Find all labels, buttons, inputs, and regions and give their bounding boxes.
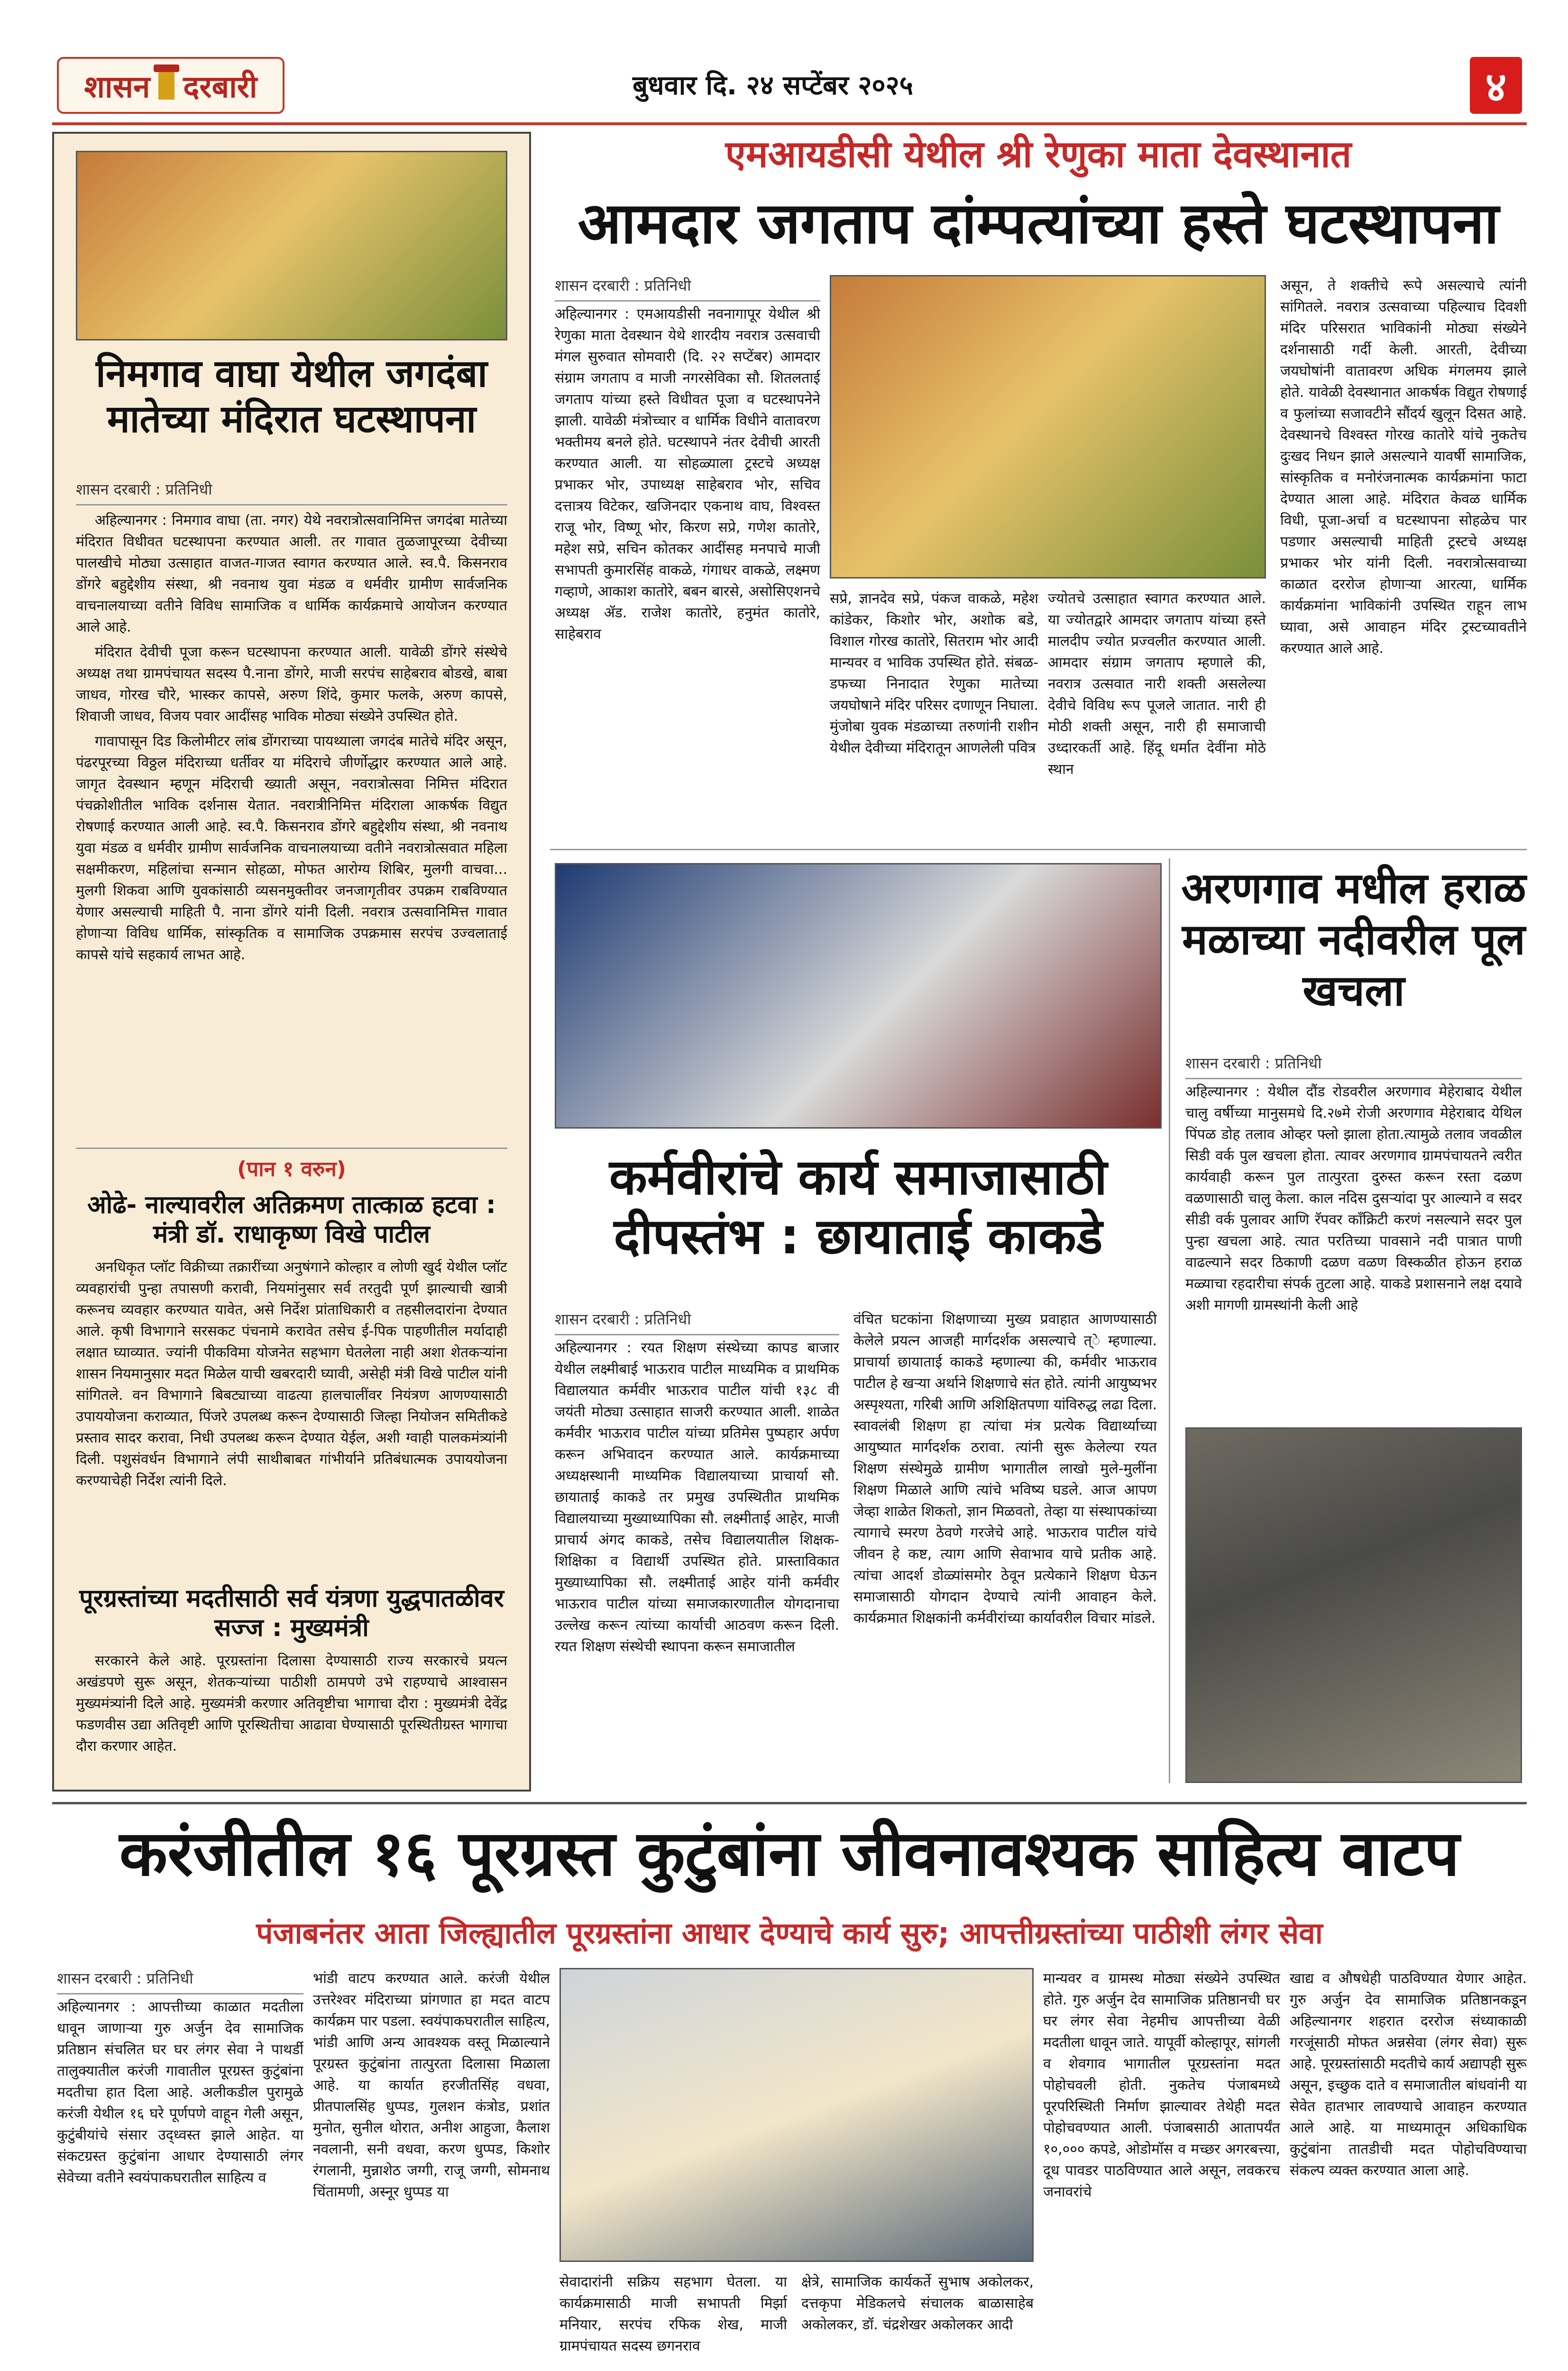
sidebar-byline: शासन दरबारी : प्रतिनिधी	[76, 479, 507, 505]
page-number: ४	[1470, 57, 1522, 114]
divider	[76, 1148, 507, 1149]
pillar-logo-icon	[158, 71, 174, 100]
karanji-col5: मान्यवर व ग्रामस्थ मोठ्या संख्येने उपस्थित होते. गुरु अर्जुन देव सामाजिक प्रतिष्ठानची घर घर लंगर सेवा नेहमीच आपत्तीच्या वेळी मदतीला धावून जाते. यापूर्वी कोल्हापूर, सांगली व शेवगाव भागातील पूरग्रस्तांना मदत पोहोचवली होती. नुकतेच पंजाबमध्ये पूरपरिस्थिती निर्माण झाल्यावर तेथेही मदत पोहोचवण्यात आली. पंजाबसाठी आतापर्यंत १०,००० कपडे, ओडोमॉस व मच्छर अगरबत्त्या, दूध पावडर पाठविण्यात आले असून, लवकरच जनावरांचे	[1043, 1970, 1280, 2200]
column-divider	[1169, 858, 1170, 1783]
karmaveer-col1: अहिल्यानगर : रयत शिक्षण संस्थेच्या कापड बाजार येथील लक्ष्मीबाई भाऊराव पाटील माध्यमिक व प्राथमिक विद्यालयात कर्मवीर भाऊराव पाटील यांची १३८ वी जयंती मोठ्या उत्साहात साजरी करण्यात आली. शाळेत कर्मवीर भाऊराव पाटील यांच्या प्रतिमेस पुष्पहार अर्पण करून अभिवादन करण्यात आले. कार्यक्रमाच्या अध्यक्षस्थानी माध्यमिक विद्यालयाच्या प्राचार्या सौ. छायाताई काकडे तर प्रमुख उपस्थितीत प्राथमिक विद्यालयाच्या मुख्याध्यापिका सौ. लक्ष्मीताई आहेर, माजी प्राचार्य अंगद काकडे, तसेच विद्यालयातील शिक्षक-शिक्षिका व विद्यार्थी उपस्थित होते. प्रास्ताविकात मुख्याध्यापिका सौ. लक्ष्मीताई आहेर यांनी कर्मवीर भाऊराव पाटील यांच्या समाजकारणातील योगदानाचा उल्लेख करून त्यांच्या कार्याची आठवण करून दिली. रयत शिक्षण संस्थेची स्थापना करून समाजातील	[555, 1340, 839, 1655]
karanji-col6: खाद्य व औषधेही पाठविण्यात येणार आहेत. गुरु अर्जुन देव सामाजिक प्रतिष्ठानकडून अहिल्यानगर शहरात दररोज संध्याकाळी गरजूंसाठी मोफत अन्नसेवा (लंगर सेवा) सुरू आहे. पूरग्रस्तांसाठी मदतीचे कार्य अद्यापही सुरू असून, इच्छुक दाते व समाजातील बांधवांनी या सेवेत हातभार लावण्याचे आवाहन करण्यात आले आहे. या माध्यमातून अधिकाधिक कुटुंबांना तातडीची मदत पोहोचविण्याचा संकल्प व्यक्त करण्यात आला आहे.	[1290, 1970, 1527, 2179]
divider	[550, 849, 1527, 850]
continued-tag: (पान १ वरुन)	[237, 1157, 346, 1181]
karanji-byline: शासन दरबारी : प्रतिनिधी	[57, 1968, 303, 1994]
masthead-divider	[52, 122, 1527, 125]
sidebar-paragraph: मंदिरात देवीची पूजा करून घटस्थापना करण्यात आली. यावेळी डोंगरे संस्थेचे अध्यक्ष तथा ग्रामपंचायत सदस्य पै.नाना डोंगरे, माजी सरपंच साहेबराव बोडखे, बाबा जाधव, गोरख चौरे, भास्कर कापसे, अरुण शिंदे, कुमार फलके, अरुण कापसे, शिवाजी जाधव, विजय पवार आदींसह भाविक मोठ्या संख्येने उपस्थित होते.	[76, 644, 507, 725]
karanji-col3: सेवादारांनी सक्रिय सहभाग घेतला. या कार्यक्रमासाठी माजी सभापती मिर्झा मनियार, सरपंच रफिक शेख, माजी ग्रामपंचायत सदस्य छगनराव	[559, 2274, 787, 2354]
sidebar-body	[76, 510, 507, 1145]
karanji-headline: करंजीतील १६ पूरग्रस्त कुटुंबांना जीवनावश्यक साहित्य वाटप	[119, 1817, 1460, 1890]
karanji-aid-distribution-photo	[559, 1968, 1034, 2262]
bridge-byline: शासन दरबारी : प्रतिनिधी	[1185, 1053, 1522, 1079]
karanji-col4: क्षेत्रे, सामाजिक कार्यकर्ते सुभाष अकोलकर, दत्तकृपा मेडिकलचे संचालक बाळासाहेब अकोलकर, डॉ. चंद्रशेखर अकोलकर आदी	[801, 2274, 1034, 2333]
sidebar-headline: निमगाव वाघा येथील जगदंबा मातेच्या मंदिरात घटस्थापना	[96, 351, 487, 441]
karanji-col2: भांडी वाटप करण्यात आले. करंजी येथील उत्तरेश्वर मंदिराच्या प्रांगणात हा मदत वाटप कार्यक्रम पार पडला. स्वयंपाकघरातील साहित्य, भांडी आणि अन्य आवश्यक वस्तू मिळाल्याने पूरग्रस्त कुटुंबांना तात्पुरता दिलासा मिळाला आहे. या कार्यात हरजीतसिंह वधवा, प्रीतपालसिंह धुप्पड, गुलशन कंत्रोड, प्रशांत मुनोत, सुनील थोरात, अनीश आहुजा, कैलाश नवलानी, सनी वधवा, करण धुप्पड, किशोर रंगलानी, मुन्नाशेठ जग्गी, राजू जग्गी, सोमनाथ चिंतामणी, अस्नूर धुप्पड या	[313, 1970, 550, 2200]
issue-date: बुधवार दि. २४ सप्टेंबर २०२५	[633, 70, 913, 101]
karanji-col1: अहिल्यानगर : आपत्तीच्या काळात मदतीला धावून जाणाऱ्या गुरु अर्जुन देव सामाजिक प्रतिष्ठान संचलित घर घर लंगर सेवा ने पाथर्डी तालुक्यातील करंजी गावातील पूरग्रस्त कुटुंबांना मदतीचा हात दिला आहे. अलीकडील पुरामुळे करंजी येथील १६ घरे पूर्णपणे वाहून गेली असून, कुटुंबीयांचे संसार उद्ध्वस्त झाले आहेत. या संकटग्रस्त कुटुंबांना आधार देण्यासाठी लंगर सेवेच्या वतीने स्वयंपाकघरातील साहित्य व	[57, 1999, 303, 2186]
renuka-col3: ज्योतचे उत्साहात स्वागत करण्यात आले. या ज्योतद्वारे आमदार जगताप यांच्या हस्ते मालदीप ज्योत प्रज्वलीत करण्यात आली. आमदार संग्राम जगताप म्हणाले की, नवरात्र उत्सवात नारी शक्ती असलेल्या देवीचे विविध रूप पूजले जातात. नारी ही मोठी शक्ती असून, नारी ही समाजाची उध्दारकर्ती आहे. हिंदू धर्मात देवींना मोठे स्थान	[1048, 590, 1266, 778]
flood-machinery-body	[76, 1650, 507, 1783]
masthead-logo	[57, 57, 284, 114]
sidebar-paragraph: गावापासून दिड किलोमीटर लांब डोंगराच्या पायथ्याला जगदंब मातेचे मंदिर असून, पंढरपूरच्या विठ्ठल मंदिराच्या धर्तीवर या मंदिराचे जीर्णोद्धार करण्यात आले आहे. जागृत देवस्थान म्हणून मंदिराची ख्याती असून, नवरात्रोत्सवा निमित्त मंदिरात पंचक्रोशीतील भाविक दर्शनास येतात. नवरात्रीनिमित्त मंदिराला आकर्षक विद्युत रोषणाई करण्यात आली आहे. स्व.पै. किसनराव डोंगरे बहुद्देशीय संस्था, श्री नवनाथ युवा मंडळ व धर्मवीर ग्रामीण सार्वजनिक वाचनालयाच्या वतीने नवरात्रोत्सवात महिला सक्षमीकरण, महिलांचा सन्मान सोहळा, मोफत आरोग्य शिबिर, मुलगी वाचवा... मुलगी शिकवा आणि युवकांसाठी व्यसनमुक्तीवर जनजागृतीवर उपक्रम राबविण्यात येणार असल्याची माहिती पै. नाना डोंगरे यांनी दिली. नवरात्र उत्सवानिमित्त गावात होणाऱ्या विविध धार्मिक, सांस्कृतिक व सामाजिक उपक्रमास सरपंच उज्वलाताई कापसे यांचे सहकार्य लाभत आहे.	[76, 733, 507, 963]
flood-machinery-headline: पूरग्रस्तांच्या मदतीसाठी सर्व यंत्रणा युद्धपातळीवर सज्ज : मुख्यमंत्री	[79, 1584, 504, 1643]
karmaveer-col2: वंचित घटकांना शिक्षणाच्या मुख्य प्रवाहात आणण्यासाठी केलेले प्रयत्न आजही मार्गदर्शक असल्याचे त्े म्हणाल्या. प्राचार्या छायाताई काकडे म्हणाल्या की, कर्मवीर भाऊराव पाटील हे खऱ्या अर्थाने शिक्षणाचे संत होते. त्यांनी आयुष्यभर अस्पृश्यता, गरिबी आणि अशिक्षितपणा यांविरुद्ध लढा दिला. स्वावलंबी शिक्षण हा त्यांचा मंत्र प्रत्येक विद्यार्थ्याच्या आयुष्यात मार्गदर्शक ठरावा. त्यांनी सुरू केलेल्या रयत शिक्षण संस्थेमुळे ग्रामीण भागातील लाखो मुले-मुलींना शिक्षण मिळाले आणि त्यांचे भविष्य घडले. आज आपण जेव्हा शाळेत शिकतो, ज्ञान मिळवतो, तेव्हा या संस्थापकांच्या त्यागाचे स्मरण ठेवणे गरजेचे आहे. भाऊराव पाटील यांचे जीवन हे कष्ट, त्याग आणि सेवाभाव याचे प्रतीक आहे. त्यांचा आदर्श डोळ्यांसमोर ठेवून प्रत्येकाने शिक्षण घेऊन समाजासाठी योगदान देण्याचे त्यांनी आवाहन केले. कार्यक्रमात शिक्षकांनी कर्मवीरांच्या कार्यावरील विचार मांडले.	[853, 1311, 1157, 1627]
continued-paragraph: अनधिकृत प्लॉट विक्रीच्या तक्रारींच्या अनुषंगाने कोल्हार व लोणी खुर्द येथील प्लॉट व्यवहारांची पुन्हा तपासणी करावी, नियमांनुसार सर्व तरतुदी पूर्ण झाल्याची खात्री करूनच व्यवहार करण्यात यावेत, असे निर्देश प्रांताधिकारी व तहसीलदारांना देण्यात आले. कृषी विभागाने सरसकट पंचनामे करावेत तसेच ई-पिक पाहणीतील मर्यादाही लक्षात घ्याव्यात. ज्यांनी पीकविमा योजनेत सहभाग घेतलेला नाही अशा शेतकऱ्यांना शासन नियमानुसार मदत मिळेल याची खबरदारी घ्यावी, असेही मंत्री विखे पाटील यांनी सांगितले. वन विभागाने बिबट्याच्या वाढत्या हालचालींवर नियंत्रण आणण्यासाठी उपाययोजना कराव्यात, पिंजरे उपलब्ध करून देण्यासाठी जिल्हा नियोजन समितीकडे प्रस्ताव सादर करावा, निधी उपलब्ध करून देण्यात येईल, अशी ग्वाही पालकमंत्र्यांनी दिली. पशुसंवर्धन विभागाने लंपी साथीबाबत गांभीर्याने प्रतिबंधात्मक उपाययोजना करण्याचेही निर्देश त्यांनी दिले.	[76, 1259, 507, 1489]
masthead-name-part1: शासन	[84, 69, 150, 105]
renuka-col4: असून, ते शक्तीचे रूपे असल्याचे त्यांनी सांगितले. नवरात्र उत्सवाच्या पहिल्याच दिवशी मंदिर परिसरात भाविकांनी मोठ्या संख्येने दर्शनासाठी गर्दी केली. आरती, देवीच्या जयघोषांनी वातावरण अधिक मंगलमय झाले होते. यावेळी देवस्थानात आकर्षक विद्युत रोषणाई व फुलांच्या सजावटीने सौंदर्य खुलून दिसत आहे. देवस्थानचे विश्वस्त गोरख कातोरे यांचे नुकतेच दुःखद निधन झाले असल्याने यावर्षी सामाजिक, सांस्कृतिक व मनोरंजनात्मक कार्यक्रमांना फाटा देण्यात आला आहे. मंदिरात केवळ धार्मिक विधी, पूजा-अर्चा व घटस्थापना सोहळेच पार पडणार असल्याची माहिती ट्रस्टचे अध्यक्ष प्रभाकर भोर यांनी दिली. नवरात्रोत्सवाच्या काळात दररोज होणाऱ्या आरत्या, धार्मिक कार्यक्रमांना भाविकांनी उपस्थित राहून लाभ घ्यावा, असे आवाहन मंदिर ट्रस्टच्यावतीने करण्यात आले आहे.	[1280, 277, 1527, 657]
bridge-body: अहिल्यानगर : येथील दौंड रोडवरील अरणगाव मेहेराबाद येथील चालु वर्षीच्या मानुसमधे दि.२७मे रोजी अरणगाव मेहेराबाद येथिल पिंपळ डोह तलाव ओव्हर फ्लो झाला होता.त्यामुळे तलाव जवळील सिडी वर्क पुल खचला होता. त्यावर अरणगाव ग्रामपंचायतने त्वरीत कार्यवाही करून पुल तात्पुरता दुरुस्त करून रस्ता दळण वळणासाठी चालु केला. काल नदिस दुसऱ्यांदा पुर आल्याने व सदर सीडी वर्क पुलावर आणि रॅपवर कॉंक्रिटी करणं नसल्याने सदर पुल पुन्हा खचला आहे. त्यात परतिच्या पावसाने नदी पात्रात पाणी वाढल्याने सदर ठिकाणी दळण वळण विस्कळीत होऊन हराळ मळ्याचा रहदारीचा संपर्क तुटला आहे. याकडे प्रशासनाने लक्ष दयावे अशी मागणी ग्रामस्थांनी केली आहे	[1185, 1084, 1522, 1314]
continued-body	[76, 1257, 507, 1579]
divider	[52, 1802, 1527, 1804]
flood-machinery-paragraph: सरकारने केले आहे. पूरग्रस्तांना दिलासा देण्यासाठी राज्य सरकारचे प्रयत्न अखंडपणे सुरू असून, शेतकऱ्यांच्या पाठीशी ठामपणे उभे राहण्याचे आश्वासन मुख्यमंत्र्यांनी दिले आहे. मुख्यमंत्री करणार अतिवृष्टीचा भागाचा दौरा : मुख्यमंत्री देवेंद्र फडणवीस उद्या अतिवृष्टी आणि पूरस्थितीचा आढावा घेण्यासाठी पूरस्थितीग्रस्त भागाचा दौरा करणार आहेत.	[76, 1653, 507, 1755]
collapsed-bridge-photo	[1185, 1427, 1522, 1783]
renuka-col2: सप्रे, ज्ञानदेव सप्रे, पंकज वाकळे, महेश कांडेकर, किशोर भोर, अशोक बडे, विशाल गोरख कातोरे, सितराम भोर आदी मान्यवर व भाविक उपस्थित होते. संबळ-डफच्या निनादात रेणुका मातेच्या जयघोषाने मंदिर परिसर दणाणून निघाला. मुंजोबा युवक मंडळाच्या तरुणांनी राशीन येथील देवीच्या मंदिरातून आणलेली पवित्र	[830, 590, 1038, 756]
renuka-kicker: एमआयडीसी येथील श्री रेणुका माता देवस्थानात	[725, 133, 1352, 176]
karmaveer-headline: कर्मवीरांचे कार्य समाजासाठी दीपस्तंभ : छायाताई काकडे	[609, 1148, 1107, 1265]
masthead-name-part2: दरबारी	[183, 69, 257, 105]
karmaveer-byline: शासन दरबारी : प्रतिनिधी	[555, 1309, 839, 1335]
karmaveer-felicitation-photo	[555, 863, 1162, 1129]
karanji-subhead: पंजाबनंतर आता जिल्ह्यातील पूरग्रस्तांना आधार देण्याचे कार्य सुरु; आपत्तीग्रस्तांच्या पाठीशी लंगर सेवा	[256, 1916, 1323, 1950]
renuka-col1: अहिल्यानगर : एमआयडीसी नवनागापूर येथील श्री रेणुका माता देवस्थान येथे शारदीय नवरात्र उत्सवाची मंगल सुरुवात सोमवारी (दि. २२ सप्टेंबर) आमदार संग्राम जगताप व माजी नगरसेविका सौ. शितलताई जगताप यांच्या हस्ते विधीवत पूजा व घटस्थापनेने झाली. यावेळी मंत्रोच्चार व धार्मिक विधीने वातावरण भक्तीमय बनले होते. घटस्थापने नंतर देवीची आरती करण्यात आली. या सोहळ्याला ट्रस्टचे अध्यक्ष प्रभाकर भोर, उपाध्यक्ष साहेबराव भोर, सचिव दत्तात्रय विटेकर, खजिनदार एकनाथ वाघ, विश्वस्त राजू भोर, विष्णू भोर, किरण सप्रे, गणेश कातोरे, महेश सप्रे, सचिन कोतकर आदींसह मनपाचे माजी सभापती कुमारसिंह वाकळे, गंगाधर वाकळे, लक्ष्मण गव्हाणे, आकाश कातोरे, बबन बारसे, असोसिएशनचे अध्यक्ष ॲड. राजेश कातोरे, हनुमंत कातोरे, साहेबराव	[555, 306, 820, 643]
renuka-byline: शासन दरबारी : प्रतिनिधी	[555, 275, 820, 302]
renuka-headline: आमदार जगताप दांम्पत्यांच्या हस्ते घटस्थापना	[578, 191, 1499, 257]
sidebar-paragraph: अहिल्यानगर : निमगाव वाघा (ता. नगर) येथे नवरात्रोत्सवानिमित्त जगदंबा मातेच्या मंदिरात विधीवत घटस्थापना करण्यात आली. तर गावात तुळजापूरच्या देवीच्या पालखीचे मोठ्या उत्साहात वाजत-गाजत स्वागत करण्यात आले. स्व.पै. किसनराव डोंगरे बहुद्देशीय संस्था, श्री नवनाथ युवा मंडळ व धर्मवीर ग्रामीण सार्वजनिक वाचनालयाच्या वतीने विविध सामाजिक व धार्मिक कार्यक्रमाचे आयोजन करण्यात आले आहे.	[76, 512, 507, 635]
temple-ghatasthapana-photo	[76, 151, 507, 340]
continued-headline: ओढे- नाल्यावरील अतिक्रमण तात्काळ हटवा : मंत्री डॉ. राधाकृष्ण विखे पाटील	[87, 1191, 496, 1249]
renuka-ghatasthapana-photo	[830, 275, 1266, 579]
bridge-headline: अरणगाव मधील हराळ मळाच्या नदीवरील पूल खचला	[1181, 864, 1526, 1016]
